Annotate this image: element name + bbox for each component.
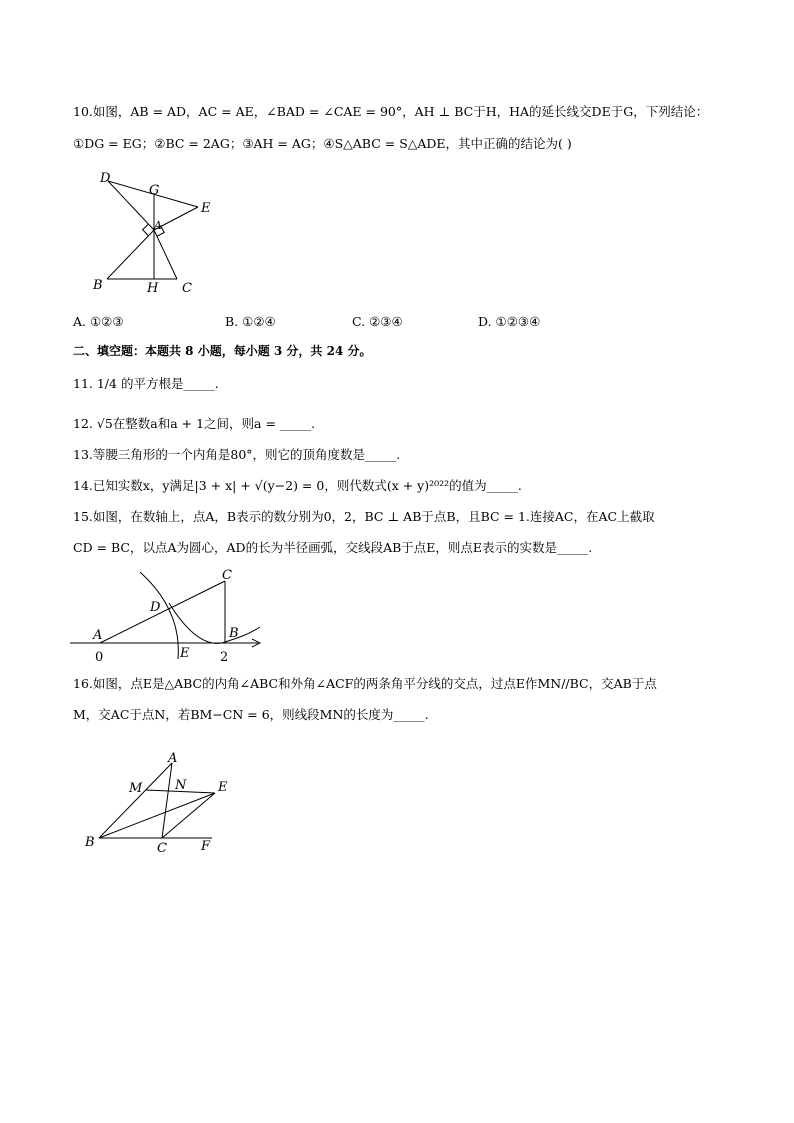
segment-AC [100,581,225,643]
section2-title: 二、填空题：本题共 8 小题，每小题 3 分，共 24 分。 [73,344,372,358]
label-D: D [150,600,161,615]
label-zero: 0 [95,650,104,665]
label-C: C [182,281,192,296]
label-E: E [180,646,190,661]
segment-AC [154,230,177,279]
q11-text: 11. 1/4 的平方根是_____. [73,376,219,391]
label-C: C [157,841,167,856]
right-angle-BAD [143,224,149,235]
label-E: E [218,780,228,795]
label-N: N [175,778,187,793]
segment-AC [162,763,172,838]
segment-DA [108,181,154,230]
q16-line1: 16.如图，点E是△ABC的内角∠ABC和外角∠ACF的两条角平分线的交点，过点E作MN//BC，交AB于点 [73,676,657,691]
q15-line2: CD = BC，以点A为圆心，AD的长为半径画弧，交线段AB于点E，则点E表示的实数是_____. [73,540,593,555]
label-A: A [93,628,103,643]
label-B: B [85,835,95,850]
segment-AB [107,230,154,279]
label-F: F [201,839,211,854]
label-A: A [154,219,162,232]
q12-text: 12. √5在整数a和a + 1之间，则a = _____. [73,416,316,431]
q10-line1: 10.如图，AB = AD，AC = AE，∠BAD = ∠CAE = 90°，AH ⊥ BC于H，HA的延长线交DE于G，下列结论： [73,104,709,119]
arc-from-C [169,603,260,643]
segment-CE [162,793,215,838]
label-two: 2 [220,650,229,665]
q10-line2: ①DG = EG；②BC = 2AG；③AH = AG；④S△ABC = S△ADE，其中正确的结论为( ) [73,136,572,151]
label-E: E [201,201,211,216]
label-H: H [147,281,159,296]
q16-line2: M，交AC于点N，若BM−CN = 6，则线段MN的长度为_____. [73,707,429,722]
label-C: C [222,568,232,583]
q10-option-b: B. ①②④ [225,314,276,329]
label-B: B [93,278,103,293]
q14-text: 14.已知实数x，y满足|3 + x| + √(y−2) = 0，则代数式(x + y)²⁰²²的值为_____. [73,478,522,493]
segment-BE [99,793,215,838]
q10-figure [85,168,225,298]
q10-option-d: D. ①②③④ [478,314,541,329]
label-A: A [168,751,178,766]
label-D: D [100,171,111,186]
arc-from-A [140,572,178,659]
q16-figure [82,748,232,858]
q15-figure [70,565,270,665]
q10-option-a: A. ①②③ [73,314,124,329]
q15-line1: 15.如图，在数轴上，点A，B表示的数分别为0，2，BC ⊥ AB于点B，且BC = 1.连接AC，在AC上截取 [73,509,655,524]
q10-option-c: C. ②③④ [352,314,403,329]
q13-text: 13.等腰三角形的一个内角是80°，则它的顶角度数是_____. [73,447,401,462]
segment-BA [99,763,172,838]
label-M: M [129,781,143,796]
label-G: G [149,183,160,198]
label-B: B [229,626,239,641]
